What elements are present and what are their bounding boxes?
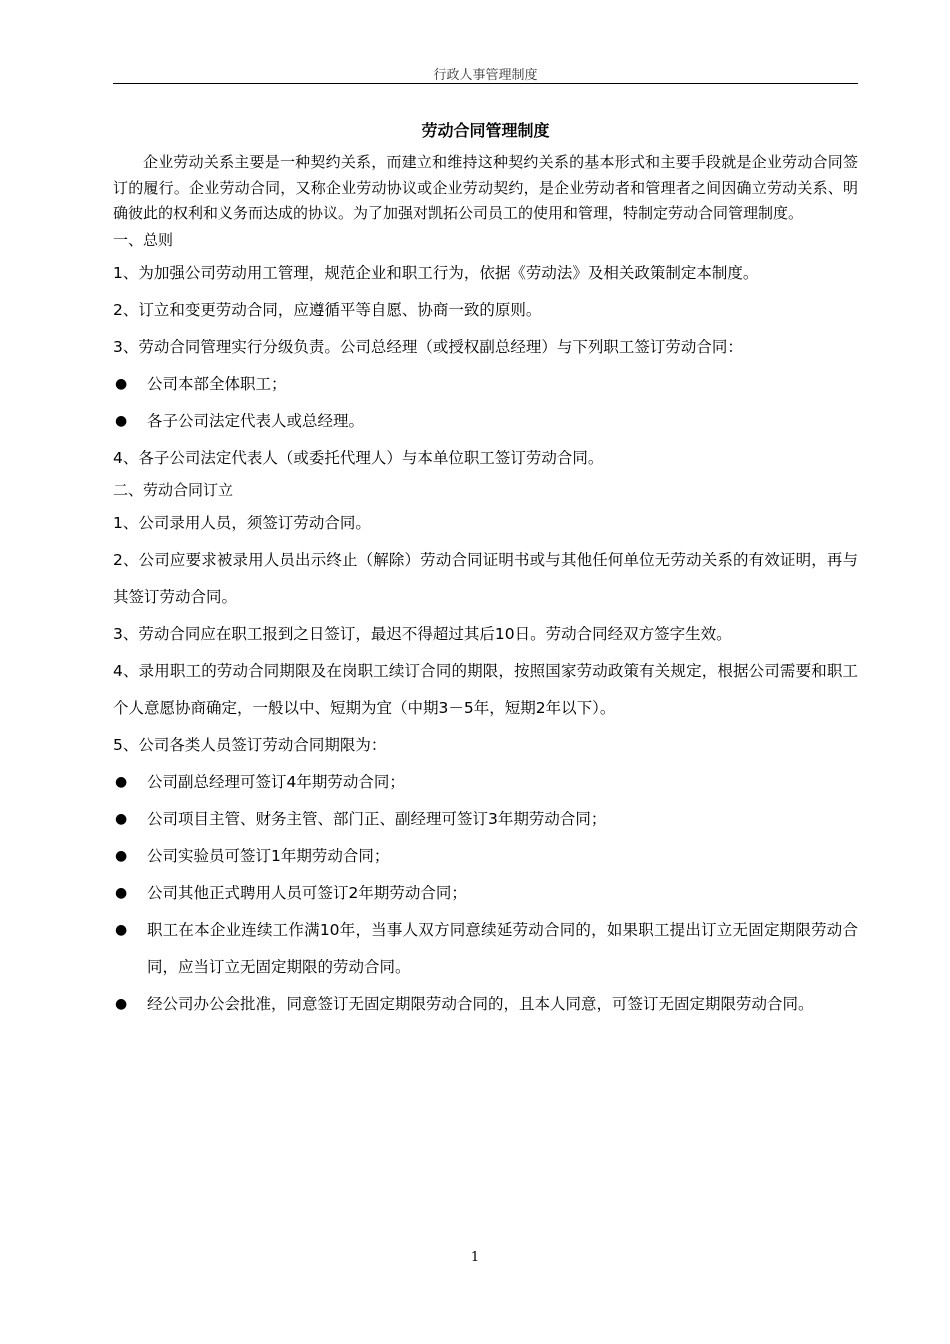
bullet-dot-icon: ● [115, 847, 128, 864]
bullet-item [113, 986, 858, 1023]
paragraph: 2、公司应要求被录用人员出示终止（解除）劳动合同证明书或与其他任何单位无劳动关系的有效证明，再与其签订劳动合同。 [113, 550, 858, 606]
bullet-text: 公司项目主管、财务主管、部门正、副经理可签订3年期劳动合同； [147, 809, 607, 828]
paragraph: 4、录用职工的劳动合同期限及在岗职工续订合同的期限，按照国家劳动政策有关规定，根据公司需要和职工个人意愿协商确定，一般以中、短期为宜（中期3－5年，短期2年以下）。 [113, 661, 858, 717]
bullet-item [113, 801, 858, 838]
bullet-text: 职工在本企业连续工作满10年，当事人双方同意续延劳动合同的，如果职工提出订立无固定期限劳动合同，应当订立无固定期限的劳动合同。 [147, 920, 858, 976]
bullet-dot-icon: ● [115, 412, 128, 429]
bullet-item [113, 838, 858, 875]
document-title: 劳动合同管理制度 [421, 121, 550, 140]
section-heading-contract: 二、劳动合同订立 [113, 480, 234, 499]
paragraph: 3、劳动合同管理实行分级负责。公司总经理（或授权副总经理）与下列职工签订劳动合同： [113, 337, 743, 356]
bullet-dot-icon: ● [115, 995, 128, 1012]
bullet-item [113, 764, 858, 801]
section-heading-general: 一、总则 [113, 230, 174, 249]
bullet-text: 公司实验员可签订1年期劳动合同； [147, 846, 390, 865]
bullet-text: 经公司办公会批准，同意签订无固定期限劳动合同的，且本人同意，可签订无固定期限劳动合同。 [147, 994, 814, 1013]
bullet-text: 公司副总经理可签订4年期劳动合同； [147, 772, 405, 791]
bullet-dot-icon: ● [115, 810, 128, 827]
bullet-text: 各子公司法定代表人或总经理。 [147, 411, 365, 430]
page-header: 行政人事管理制度 [433, 68, 538, 83]
bullet-dot-icon: ● [115, 773, 128, 790]
paragraph: 1、为加强公司劳动用工管理，规范企业和职工行为，依据《劳动法》及相关政策制定本制度。 [113, 263, 759, 282]
intro-paragraph: 企业劳动关系主要是一种契约关系，而建立和维持这种契约关系的基本形式和主要手段就是企业劳动合同签订的履行。企业劳动合同，又称企业劳动协议或企业劳动契约，是企业劳动者和管理者之间因确立劳动关系、明确彼此的权利和义务而达成的协议。为了加强对凯拓公司员工的使用和管理，特制定劳动合同管理制度。 [113, 153, 858, 222]
paragraph: 4、各子公司法定代表人（或委托代理人）与本单位职工签订劳动合同。 [113, 448, 604, 467]
bullet-item [113, 912, 858, 986]
paragraph: 5、公司各类人员签订劳动合同期限为： [113, 735, 387, 754]
document-body [113, 118, 858, 1023]
bullet-dot-icon: ● [115, 884, 128, 901]
bullet-text: 公司本部全体职工； [147, 374, 287, 393]
bullet-text: 公司其他正式聘用人员可签订2年期劳动合同； [147, 883, 467, 902]
paragraph: 1、公司录用人员，须签订劳动合同。 [113, 513, 371, 532]
paragraph: 3、劳动合同应在职工报到之日签订，最迟不得超过其后10日。劳动合同经双方签字生效。 [113, 624, 732, 643]
bullet-item [113, 875, 858, 912]
bullet-dot-icon: ● [115, 921, 128, 938]
header-divider [113, 83, 858, 84]
bullet-item [113, 366, 858, 403]
paragraph: 2、订立和变更劳动合同，应遵循平等自愿、协商一致的原则。 [113, 300, 542, 319]
page-number: 1 [470, 1250, 480, 1265]
bullet-item [113, 403, 858, 440]
bullet-dot-icon: ● [115, 375, 128, 392]
